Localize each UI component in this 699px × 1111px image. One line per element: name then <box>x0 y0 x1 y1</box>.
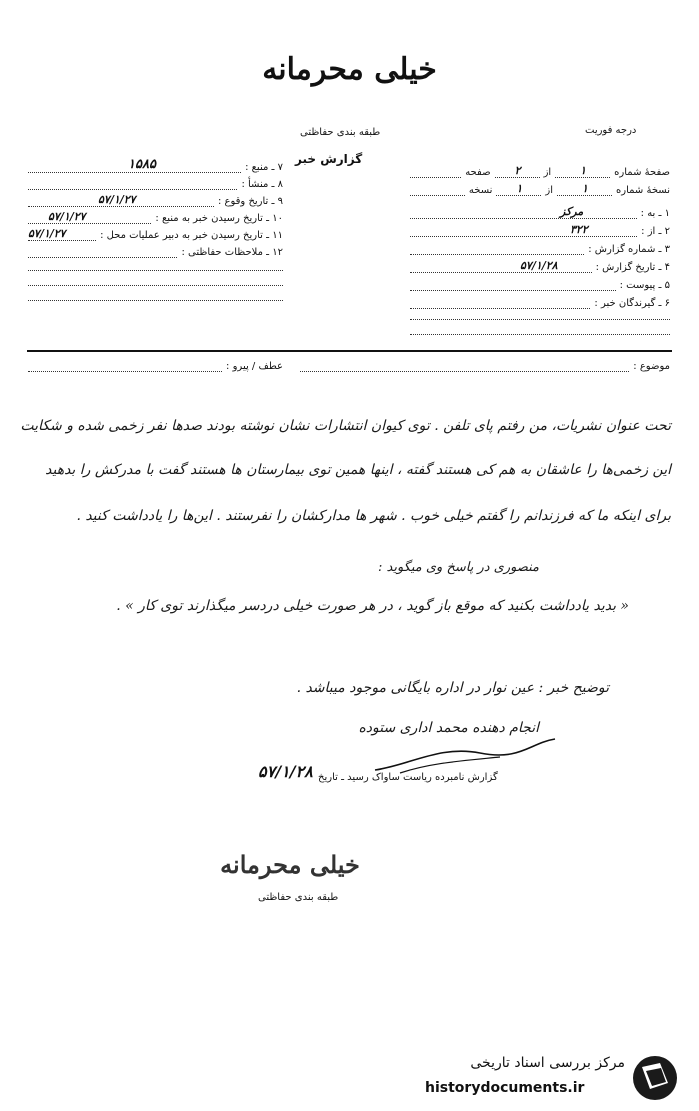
received-note: گزارش نامبرده ریاست ساواک رسید ـ تاریخ <box>318 772 498 783</box>
subject-row <box>300 360 670 372</box>
watermark-title: مرکز بررسی اسناد تاریخی <box>470 1055 625 1071</box>
copy-number-row: نسخهٔ شماره ۱ از ۱ نسخه <box>410 184 670 196</box>
blank-line <box>28 285 283 286</box>
subject-label: موضوع : <box>633 361 670 372</box>
field-security-notes: ۱۲ ـ ملاحظات حفاظتی : <box>28 246 283 258</box>
signature-line: انجام دهنده محمد اداری ستوده <box>358 720 539 736</box>
reference-label: عطف / پیرو : <box>226 361 283 372</box>
right-fields <box>410 207 670 335</box>
blank-line <box>28 270 283 271</box>
field-attachment: ۵ ـ پیوست : <box>410 279 670 291</box>
field-to: ۱ ـ به : مرکز <box>410 207 670 219</box>
field-report-date: ۴ ـ تاریخ گزارش : ۵۷/۱/۲۸ <box>410 261 670 273</box>
blank-line <box>28 300 283 301</box>
received-date: ۵۷/۱/۲۸ <box>258 762 313 781</box>
horizontal-rule <box>27 350 672 352</box>
field-source-received-date: ۱۰ ـ تاریخ رسیدن خبر به منبع : ۵۷/۱/۲۷ <box>28 212 283 224</box>
signature-stroke <box>375 739 555 770</box>
page-number-row: صفحهٔ شماره ۱ از ۲ صفحه <box>410 166 670 178</box>
left-fields <box>28 157 283 301</box>
field-origin: ۸ ـ منشأ : <box>28 178 283 190</box>
blank-line <box>410 319 670 320</box>
form-title: گزارش خبر <box>295 152 363 166</box>
field-recipients: ۶ ـ گیرندگان خبر : <box>410 297 670 309</box>
body-line-2: این زخمی‌ها را عاشقان به هم کی هستند گفته ، اینها همین توی بیمارستان ها هستند گفت با مدرکش را بدهید <box>45 462 671 478</box>
watermark-logo-icon <box>630 1053 680 1103</box>
field-event-date: ۹ ـ تاریخ وقوع : ۵۷/۱/۲۷ <box>28 195 283 207</box>
field-secretary-received-date: ۱۱ ـ تاریخ رسیدن خبر به دبیر عملیات محل : ۵۷/۱/۲۷ <box>28 227 283 241</box>
classification-label: طبقه بندی حفاظتی <box>300 127 381 138</box>
watermark-url: historydocuments.ir <box>425 1080 585 1096</box>
field-event-date-value: ۵۷/۱/۲۷ <box>98 193 136 206</box>
document-title: خیلی محرمانه <box>262 52 437 87</box>
field-report-date-value: ۵۷/۱/۲۸ <box>520 259 558 272</box>
signature-flourish <box>370 735 560 775</box>
footer-classification-label: طبقه بندی حفاظتی <box>258 892 339 903</box>
field-to-value: مرکز <box>560 205 584 218</box>
quote-text: « بدید یادداشت بکنید که موقع باز گوید ، در هر صورت خیلی دردسر میگذارند توی کار » . <box>116 598 629 614</box>
priority-label: درجه فوریت <box>585 125 637 136</box>
field-source-value: ۱۵۸۵ <box>128 157 156 172</box>
blank-line <box>410 334 670 335</box>
field-source-received-date-value: ۵۷/۱/۲۷ <box>48 210 86 223</box>
field-from-value: ۳۲۲ <box>570 223 588 236</box>
note-line: توضیح خبر : عین نوار در اداره بایگانی موجود میباشد . <box>296 680 609 696</box>
body-line-3: برای اینکه ما که فرزندانم را گفتم خیلی خوب . شهر ها مدارکشان را نفرستند . این‌ها را یادداشت کنید . <box>76 508 671 524</box>
body-line-1: تحت عنوان نشریات، من رفتم پای تلفن . توی کیوان انتشارات نشان نوشته بودند صدها نفر زخمی شده و شکایت <box>20 418 671 434</box>
field-source: ۷ ـ منبع : ۱۵۸۵ <box>28 161 283 173</box>
page-copy-block <box>410 166 670 202</box>
quote-intro: منصوری در پاسخ وی میگوید : <box>378 560 539 575</box>
field-from: ۲ ـ از : ۳۲۲ <box>410 225 670 237</box>
footer-title-stamp: خیلی محرمانه <box>220 850 360 879</box>
field-secretary-received-date-value: ۵۷/۱/۲۷ <box>28 227 66 240</box>
reference-row <box>28 360 283 372</box>
field-report-number: ۳ ـ شماره گزارش : <box>410 243 670 255</box>
